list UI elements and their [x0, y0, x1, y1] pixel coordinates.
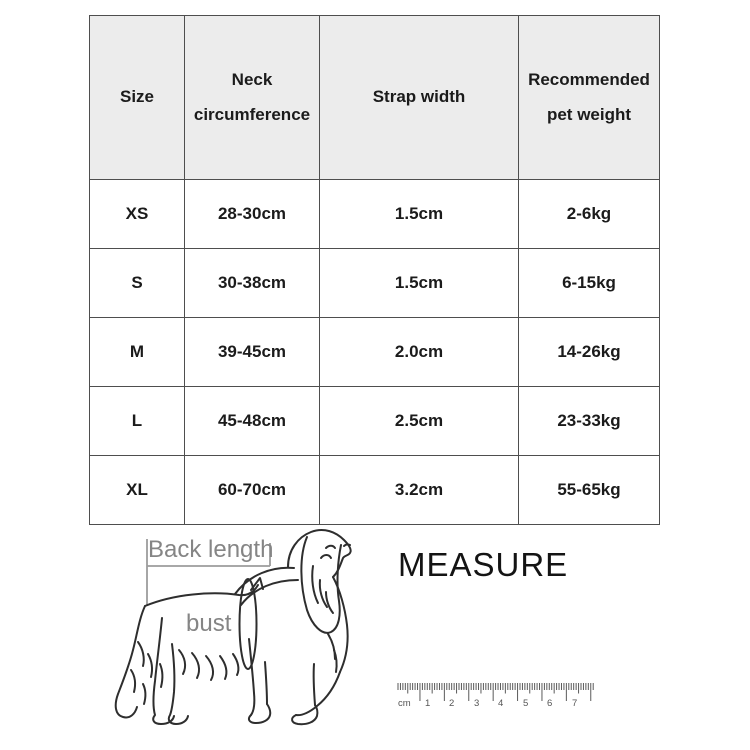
- cell-size: M: [90, 318, 185, 387]
- table-row: [90, 456, 660, 525]
- ruler-number: 4: [498, 698, 504, 709]
- cell-size: S: [90, 249, 185, 318]
- cell-strap: 2.5cm: [320, 387, 519, 456]
- size-chart-table: [89, 15, 660, 525]
- cell-strap: 3.2cm: [320, 456, 519, 525]
- ruler-number: 5: [523, 698, 529, 709]
- cell-weight: 6-15kg: [519, 249, 660, 318]
- cell-neck: 30-38cm: [185, 249, 320, 318]
- cell-strap: 1.5cm: [320, 249, 519, 318]
- ruler-unit-label: cm: [398, 698, 411, 709]
- header-neck-circumference: Neck circumference: [185, 16, 320, 180]
- header-pet-weight: Recommended pet weight: [519, 16, 660, 180]
- ruler: [396, 682, 598, 714]
- ruler-number: 1: [425, 698, 431, 709]
- ruler-number: 6: [547, 698, 553, 709]
- cell-size: XS: [90, 180, 185, 249]
- ruler-number: 2: [449, 698, 455, 709]
- back-length-label: Back length: [148, 536, 274, 563]
- cell-weight: 23-33kg: [519, 387, 660, 456]
- cell-weight: 2-6kg: [519, 180, 660, 249]
- cell-neck: 45-48cm: [185, 387, 320, 456]
- table-row: [90, 318, 660, 387]
- header-size: Size: [90, 16, 185, 180]
- header-strap-width: Strap width: [320, 16, 519, 180]
- cell-neck: 39-45cm: [185, 318, 320, 387]
- cell-size: L: [90, 387, 185, 456]
- table-row: [90, 387, 660, 456]
- table-row: [90, 249, 660, 318]
- table-row: [90, 180, 660, 249]
- cell-neck: 60-70cm: [185, 456, 320, 525]
- cell-size: XL: [90, 456, 185, 525]
- cell-strap: 1.5cm: [320, 180, 519, 249]
- cell-weight: 55-65kg: [519, 456, 660, 525]
- bust-girth-loop: [240, 579, 257, 669]
- bust-label: bust: [186, 610, 232, 637]
- ruler-number: 7: [572, 698, 578, 709]
- cell-weight: 14-26kg: [519, 318, 660, 387]
- cell-strap: 2.0cm: [320, 318, 519, 387]
- measure-title: MEASURE: [398, 546, 569, 583]
- cell-neck: 28-30cm: [185, 180, 320, 249]
- table-header-row: [90, 16, 660, 180]
- ruler-number: 3: [474, 698, 480, 709]
